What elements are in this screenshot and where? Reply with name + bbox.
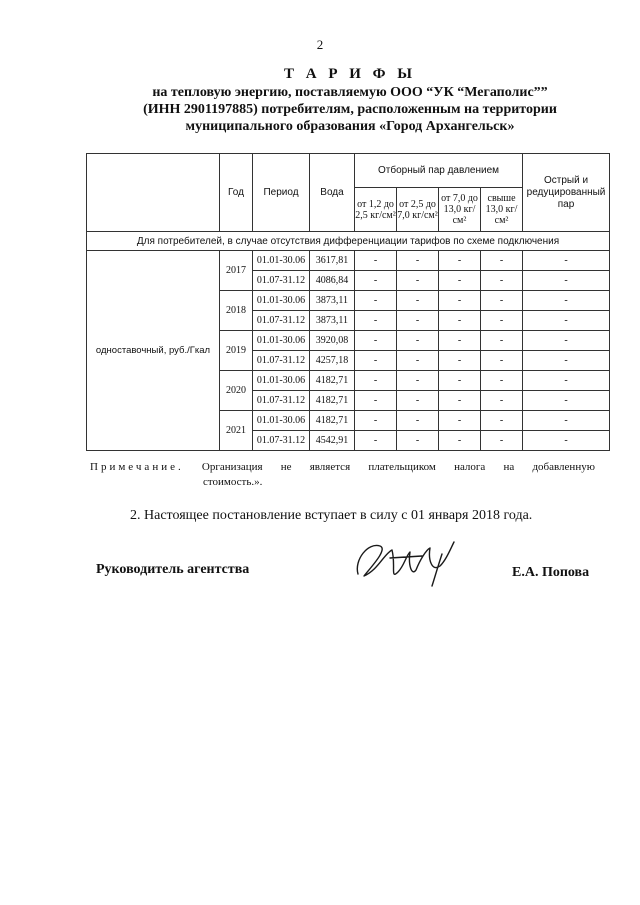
pressure-1-cell: - — [355, 271, 397, 291]
sharp-steam-cell: - — [523, 331, 610, 351]
note-line-2: стоимость.». — [203, 476, 263, 488]
period-cell: 01.01-30.06 — [253, 371, 310, 391]
pressure-2-cell: - — [397, 411, 439, 431]
signatory-title: Руководитель агентства — [96, 562, 250, 577]
note-word: добавленную — [532, 461, 595, 473]
pressure-2-cell: - — [397, 291, 439, 311]
pressure-4-cell: - — [481, 351, 523, 371]
header-pressure-1: от 1,2 до 2,5 кг/см² — [355, 188, 397, 232]
header-steam-group: Отборный пар давлением — [355, 154, 523, 188]
sharp-steam-cell: - — [523, 251, 610, 271]
header-pressure-2: от 2,5 до 7,0 кг/см² — [397, 188, 439, 232]
pressure-3-cell: - — [439, 331, 481, 351]
document-title — [60, 64, 640, 135]
pressure-2-cell: - — [397, 311, 439, 331]
water-cell: 4182,71 — [310, 411, 355, 431]
pressure-2-cell: - — [397, 331, 439, 351]
pressure-1-cell: - — [355, 391, 397, 411]
pressure-3-cell: - — [439, 271, 481, 291]
period-cell: 01.01-30.06 — [253, 291, 310, 311]
header-pressure-3: от 7,0 до 13,0 кг/см² — [439, 188, 481, 232]
sharp-steam-cell: - — [523, 291, 610, 311]
period-cell: 01.07-31.12 — [253, 311, 310, 331]
page-number: 2 — [316, 37, 324, 52]
pressure-1-cell: - — [355, 411, 397, 431]
note-word: налога — [454, 461, 486, 473]
pressure-2-cell: - — [397, 251, 439, 271]
pressure-3-cell: - — [439, 411, 481, 431]
pressure-4-cell: - — [481, 291, 523, 311]
note-word: на — [503, 461, 515, 473]
water-cell: 4182,71 — [310, 391, 355, 411]
table-row — [87, 251, 610, 271]
row-label: одноставочный, руб./Гкал — [87, 251, 220, 451]
header-pressure-4: свыше 13,0 кг/см² — [481, 188, 523, 232]
pressure-1-cell: - — [355, 431, 397, 451]
pressure-3-cell: - — [439, 371, 481, 391]
pressure-2-cell: - — [397, 271, 439, 291]
pressure-2-cell: - — [397, 371, 439, 391]
period-cell: 01.01-30.06 — [253, 411, 310, 431]
header-blank — [87, 154, 220, 232]
sharp-steam-cell: - — [523, 411, 610, 431]
note-word: плательщиком — [368, 461, 436, 473]
span-row: Для потребителей, в случае отсутствия дифференциации тарифов по схеме подключения — [87, 232, 610, 251]
pressure-2-cell: - — [397, 351, 439, 371]
signatory-name: Е.А. Попова — [512, 565, 590, 580]
sharp-steam-cell: - — [523, 371, 610, 391]
water-cell: 4086,84 — [310, 271, 355, 291]
year-cell: 2021 — [220, 411, 253, 451]
year-cell: 2017 — [220, 251, 253, 291]
pressure-1-cell: - — [355, 351, 397, 371]
sharp-steam-cell: - — [523, 271, 610, 291]
water-cell: 3617,81 — [310, 251, 355, 271]
title-line-2: (ИНН 2901197885) потребителям, расположенным на территории — [143, 102, 557, 117]
header-year: Год — [220, 154, 253, 232]
header-water: Вода — [310, 154, 355, 232]
pressure-2-cell: - — [397, 431, 439, 451]
year-cell: 2019 — [220, 331, 253, 371]
pressure-4-cell: - — [481, 391, 523, 411]
tariff-table — [86, 153, 610, 451]
period-cell: 01.01-30.06 — [253, 331, 310, 351]
period-cell: 01.07-31.12 — [253, 271, 310, 291]
title-main: Т А Р И Ф Ы — [283, 66, 417, 82]
pressure-3-cell: - — [439, 351, 481, 371]
header-period: Период — [253, 154, 310, 232]
effective-date-paragraph: 2. Настоящее постановление вступает в силу с 01 января 2018 года. — [130, 508, 533, 523]
pressure-4-cell: - — [481, 251, 523, 271]
pressure-2-cell: - — [397, 391, 439, 411]
sharp-steam-cell: - — [523, 391, 610, 411]
note-label: Примечание. — [90, 461, 184, 473]
note-word: является — [309, 461, 351, 473]
water-cell: 3873,11 — [310, 311, 355, 331]
year-cell: 2020 — [220, 371, 253, 411]
pressure-1-cell: - — [355, 371, 397, 391]
water-cell: 4182,71 — [310, 371, 355, 391]
year-cell: 2018 — [220, 291, 253, 331]
title-line-1: на тепловую энергию, поставляемую ООО “УК “Мегаполис”” — [152, 85, 548, 100]
sharp-steam-cell: - — [523, 431, 610, 451]
pressure-4-cell: - — [481, 331, 523, 351]
water-cell: 3873,11 — [310, 291, 355, 311]
period-cell: 01.07-31.12 — [253, 431, 310, 451]
pressure-1-cell: - — [355, 291, 397, 311]
note — [90, 460, 595, 490]
header-sharp-steam: Острый и редуцированный пар — [523, 154, 610, 232]
pressure-4-cell: - — [481, 311, 523, 331]
pressure-3-cell: - — [439, 251, 481, 271]
pressure-3-cell: - — [439, 431, 481, 451]
pressure-4-cell: - — [481, 431, 523, 451]
pressure-1-cell: - — [355, 251, 397, 271]
sharp-steam-cell: - — [523, 351, 610, 371]
pressure-1-cell: - — [355, 311, 397, 331]
period-cell: 01.07-31.12 — [253, 391, 310, 411]
pressure-3-cell: - — [439, 291, 481, 311]
period-cell: 01.07-31.12 — [253, 351, 310, 371]
pressure-4-cell: - — [481, 411, 523, 431]
title-line-3: муниципального образования «Город Архангельск» — [185, 119, 515, 134]
pressure-3-cell: - — [439, 311, 481, 331]
pressure-1-cell: - — [355, 331, 397, 351]
handwritten-signature — [350, 536, 460, 588]
pressure-3-cell: - — [439, 391, 481, 411]
period-cell: 01.01-30.06 — [253, 251, 310, 271]
sharp-steam-cell: - — [523, 311, 610, 331]
note-word: Организация — [201, 461, 263, 473]
pressure-4-cell: - — [481, 371, 523, 391]
pressure-4-cell: - — [481, 271, 523, 291]
water-cell: 4257,18 — [310, 351, 355, 371]
note-word: не — [280, 461, 292, 473]
water-cell: 4542,91 — [310, 431, 355, 451]
water-cell: 3920,08 — [310, 331, 355, 351]
